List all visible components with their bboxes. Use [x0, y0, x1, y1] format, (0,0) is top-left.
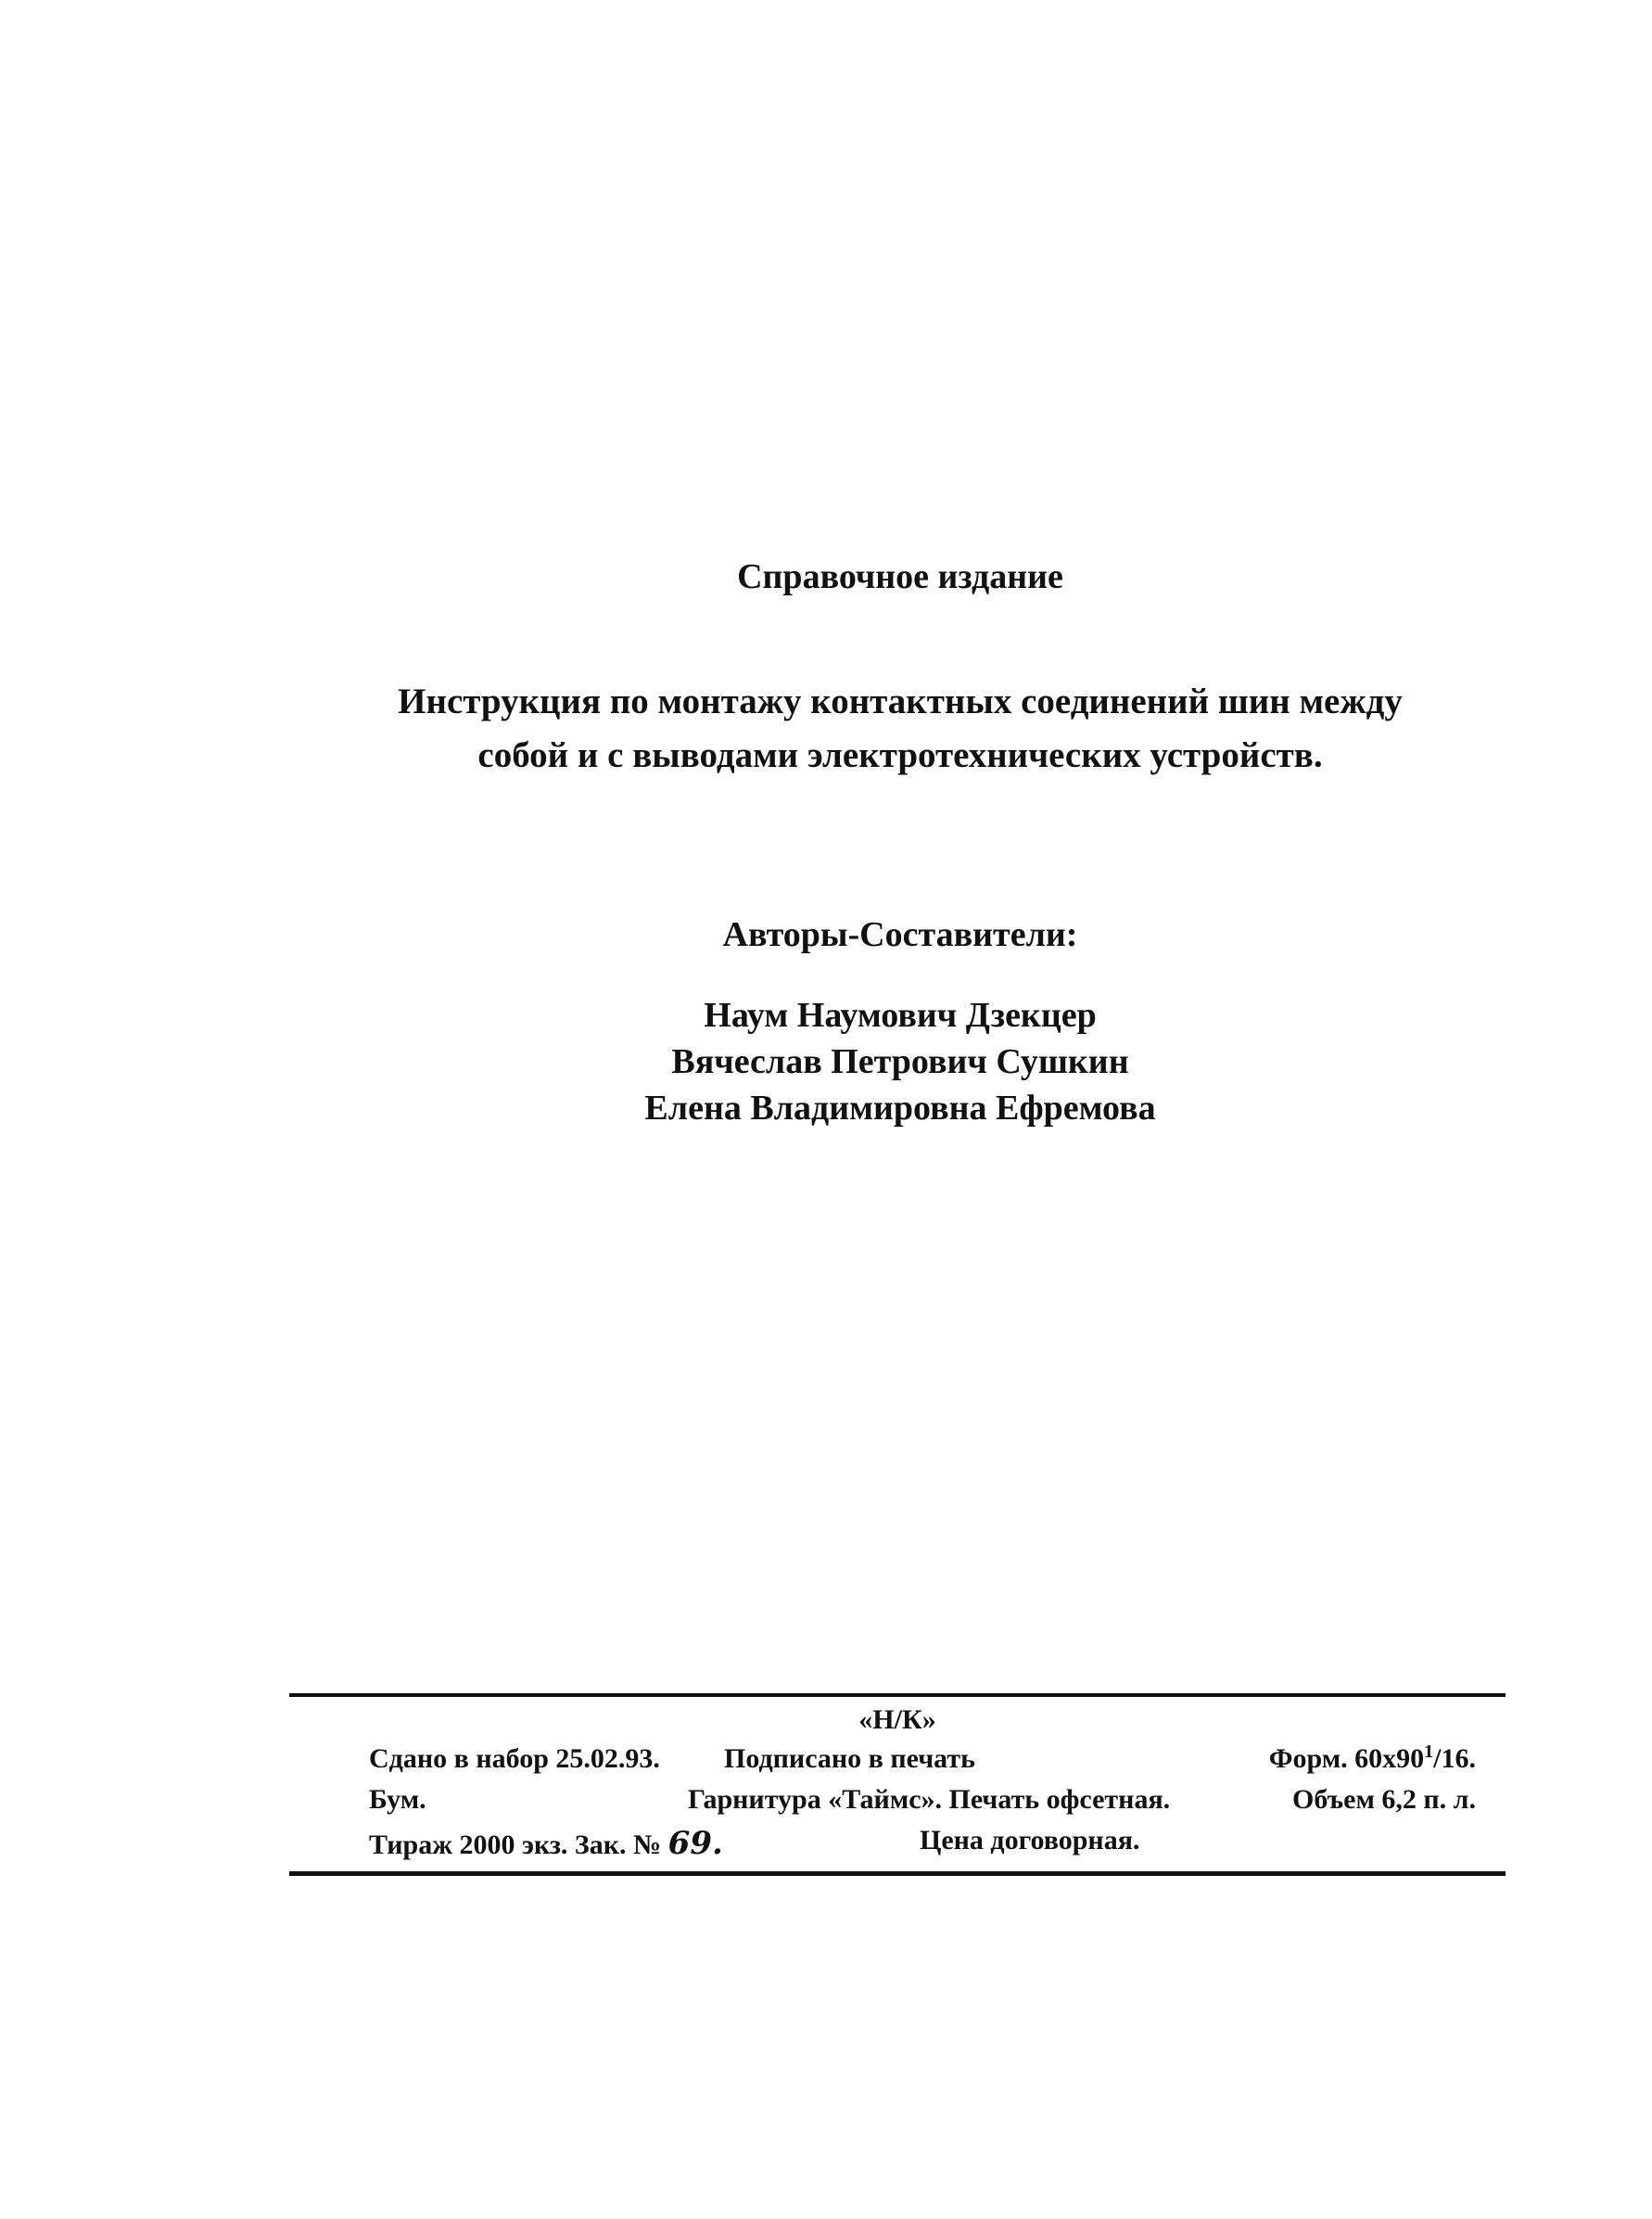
authors-heading: Авторы-Составители: [722, 915, 1078, 954]
book-title [74, 675, 1652, 783]
edition-type: Справочное издание [737, 557, 1063, 596]
circulation-and-order [369, 1825, 723, 1862]
imprint-mark: «Н/К» [858, 1704, 936, 1735]
author-name: Наум Наумович Дзекцер [704, 996, 1097, 1035]
authors-list [74, 992, 1652, 1131]
format-suffix: /16. [1433, 1743, 1476, 1774]
paper-type: Бум. [369, 1784, 426, 1815]
order-number: 69. [667, 1825, 723, 1862]
circulation-order-label: Тираж 2000 экз. Зак. № [369, 1830, 662, 1860]
paper-format [1269, 1743, 1476, 1775]
print-volume: Объем 6,2 п. л. [1292, 1784, 1476, 1815]
typeface-and-print: Гарнитура «Таймс». Печать офсетная. [688, 1784, 1171, 1815]
price-note: Цена договорная. [920, 1825, 1140, 1856]
signed-for-print: Подписано в печать [724, 1743, 975, 1774]
author-name: Вячеслав Петрович Сушкин [671, 1042, 1129, 1081]
author-name: Елена Владимировна Ефремова [644, 1089, 1156, 1128]
imprint-row [369, 1743, 1476, 1780]
title-line: собой и с выводами электротехнических устройств. [477, 735, 1323, 775]
imprint-row [369, 1784, 1476, 1821]
imprint-bottom-rule [289, 1871, 1506, 1876]
imprint-row [369, 1825, 1476, 1862]
title-line: Инструкция по монтажу контактных соединений шин между [398, 682, 1403, 721]
format-superscript: 1 [1424, 1741, 1434, 1762]
submitted-date: Сдано в набор 25.02.93. [369, 1743, 660, 1774]
format-prefix: Форм. 60х90 [1268, 1743, 1425, 1774]
imprint-top-rule [289, 1693, 1506, 1697]
